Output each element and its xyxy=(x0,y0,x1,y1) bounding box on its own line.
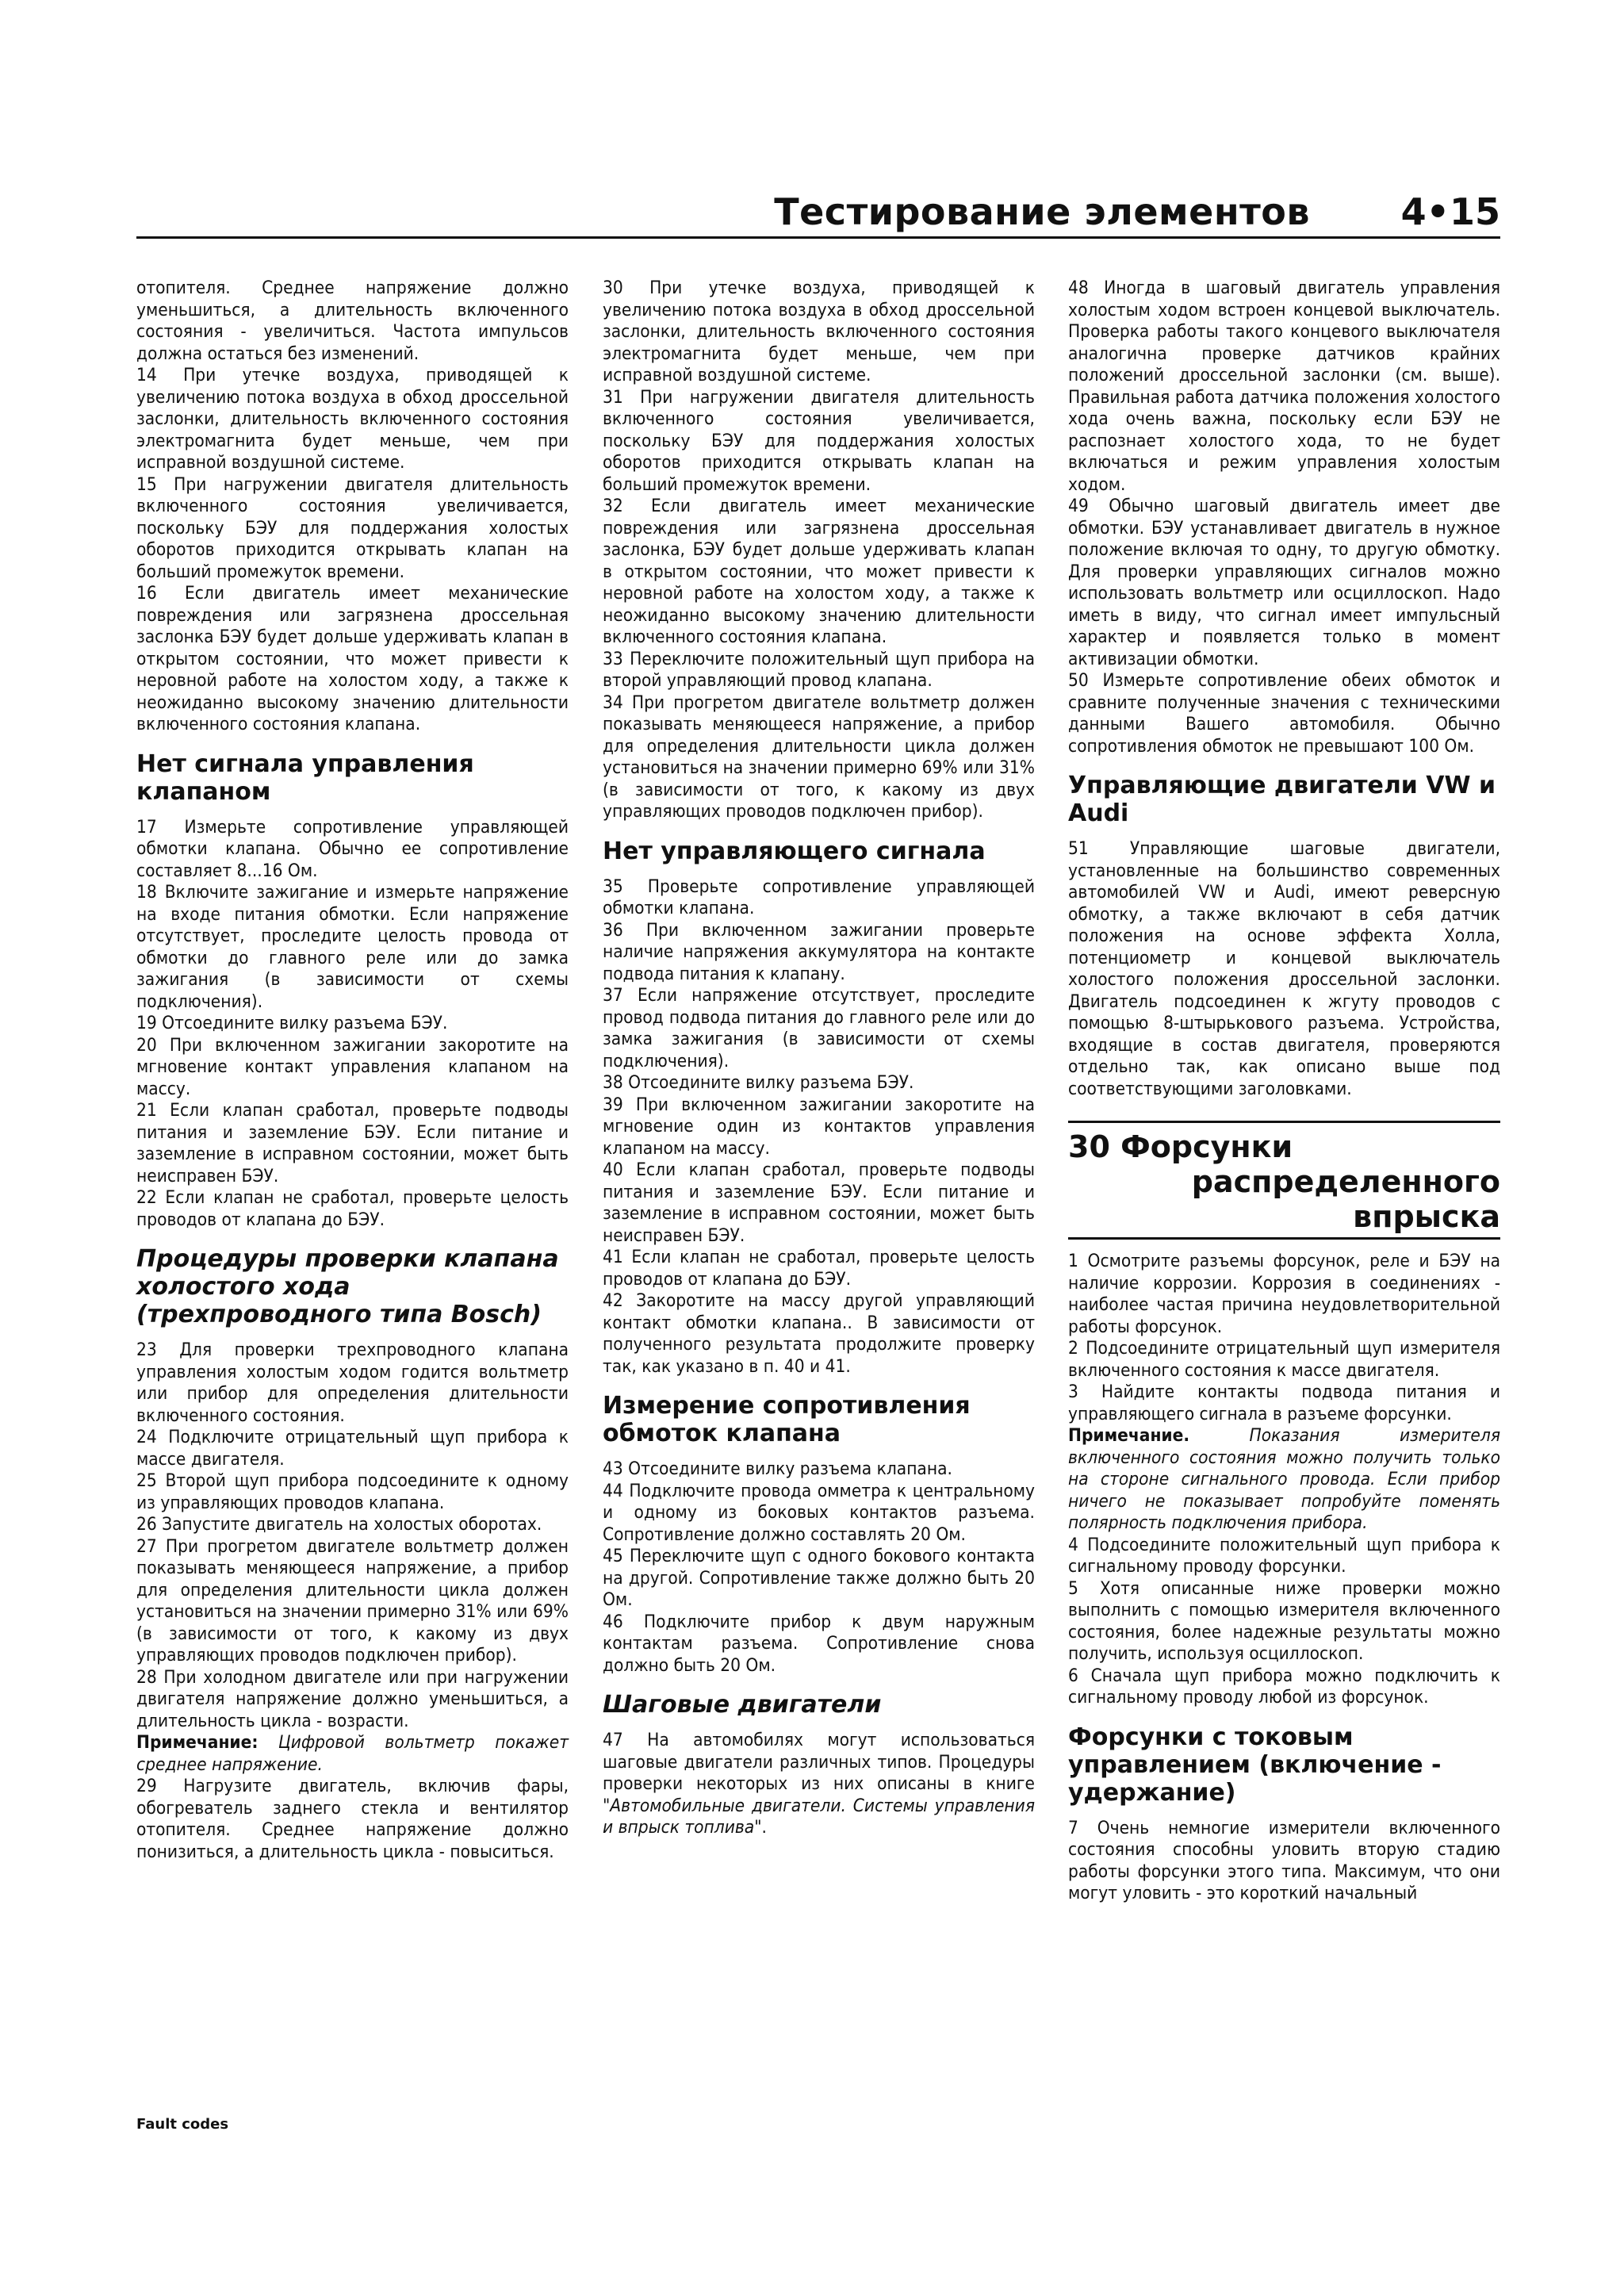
paragraph: 24 Подключите отрицательный щуп прибора к массе двигателя. xyxy=(136,1427,569,1470)
paragraph: отопителя. Среднее напряжение должно уменьшиться, а длительность включенного состояния - увеличиться. Частота импульсов должна остаться без изменений. xyxy=(136,278,569,364)
paragraph: 41 Если клапан не сработал, проверьте целость проводов от клапана до БЭУ. xyxy=(603,1247,1035,1290)
paragraph xyxy=(603,1730,1035,1839)
paragraph: 40 Если клапан сработал, проверьте подводы питания и заземление БЭУ. Если питание и заземление в исправном состоянии, может быть неисправен БЭУ. xyxy=(603,1159,1035,1246)
paragraph: 16 Если двигатель имеет механические повреждения или загрязнена дроссельная заслонка БЭУ будет дольше удерживать клапан в открытом состоянии, что может привести к неровной работе на холостом ходу, а также к неожиданно высокому значению длительности включенного состояния клапана. xyxy=(136,583,569,734)
paragraph: 32 Если двигатель имеет механические повреждения или загрязнена дроссельная заслонка, БЭУ будет дольше удерживать клапан в открытом состоянии, что может привести к неровной работе на холостом ходу, а также к неожиданно высокому значению длительности включенного состояния клапана. xyxy=(603,496,1035,647)
chapter-heading xyxy=(1068,1121,1500,1240)
note-text: Показания измерителя включенного состояния можно получить только на стороне сигнального провода. Если прибор ничего не показывает попробуйте поменять полярность подключения прибора. xyxy=(1068,1425,1500,1533)
paragraph: 35 Проверьте сопротивление управляющей обмотки клапана. xyxy=(603,876,1035,918)
paragraph: 15 При нагружении двигателя длительность включенного состояния увеличивается, поскольку БЭУ для поддержания холостых оборотов приходится открывать клапан на больший промежуток времени. xyxy=(136,473,569,582)
section-heading: Форсунки с токовым управлением (включение - удержание) xyxy=(1068,1723,1442,1807)
section-heading: Шаговые двигатели xyxy=(603,1691,882,1719)
paragraph: 46 Подключите прибор к двум наружным контактам разъема. Сопротивление снова должно быть 20 Ом. xyxy=(603,1611,1035,1676)
paragraph: 19 Отсоедините вилку разъема БЭУ. xyxy=(136,1013,448,1033)
text-column-1 xyxy=(136,278,569,1863)
note xyxy=(1068,1425,1500,1535)
paragraph: 44 Подключите провода омметра к центральному и одному из боковых контактов разъема. Сопротивление должно составлять 20 Ом. xyxy=(603,1480,1035,1545)
paragraph: 1 Осмотрите разъемы форсунок, реле и БЭУ на наличие коррозии. Коррозия в соединениях - наиболее частая причина неудовлетворительной работы форсунок. xyxy=(1068,1251,1500,1337)
paragraph: 21 Если клапан сработал, проверьте подводы питания и заземление БЭУ. Если питание и заземление в исправном состоянии, может быть неисправен БЭУ. xyxy=(136,1100,569,1186)
section-heading: Измерение сопротивления обмоток клапана xyxy=(603,1392,971,1447)
paragraph: 42 Закоротите на массу другой управляющий контакт обмотки клапана.. В зависимости от полученного результата продолжите проверку так, как указано в п. 40 и 41. xyxy=(603,1290,1035,1377)
page-title: Тестирование элементов xyxy=(774,190,1310,233)
paragraph: 29 Нагрузите двигатель, включив фары, обогреватель заднего стекла и вентилятор отопителя. Среднее напряжение должно понизиться, а длительность цикла - повыситься. xyxy=(136,1776,569,1862)
paragraph: 43 Отсоедините вилку разъема клапана. xyxy=(603,1458,952,1479)
paragraph: 36 При включенном зажигании проверьте наличие напряжения аккумулятора на контакте подвода питания к клапану. xyxy=(603,919,1035,984)
book-title: "Автомобильные двигатели. Системы управления и впрыск топлива" xyxy=(603,1795,1035,1838)
paragraph: 33 Переключите положительный щуп прибора на второй управляющий провод клапана. xyxy=(603,648,1035,691)
page-header xyxy=(136,189,1500,239)
text-column-2 xyxy=(603,278,1035,1839)
note xyxy=(136,1732,569,1776)
note-label: Примечание: xyxy=(136,1732,259,1753)
text-column-3 xyxy=(1068,278,1500,1905)
paragraph: 25 Второй щуп прибора подсоедините к одному из управляющих проводов клапана. xyxy=(136,1470,569,1513)
note-label: Примечание. xyxy=(1068,1425,1190,1446)
paragraph: 50 Измерьте сопротивление обеих обмоток и сравните полученные значения с техническими данными Вашего автомобиля. Обычно сопротивления обмоток не превышают 100 Ом. xyxy=(1068,670,1500,757)
section-heading: Нет управляющего сигнала xyxy=(603,837,986,865)
paragraph: 7 Очень немногие измерители включенного состояния способны уловить вторую стадию работы форсунки этого типа. Максимум, что они могут уловить - это короткий начальный xyxy=(1068,1817,1500,1903)
paragraph: 48 Иногда в шаговый двигатель управления холостым ходом встроен концевой выключатель. Проверка работы такого концевого выключателя аналогична проверке датчиков крайних положений дроссельной заслонки (см. выше). Правильная работа датчика положения холостого хода очень важна, поскольку если БЭУ не распознает холостого хода, то не будет включаться и режим управления холостым ходом. xyxy=(1068,278,1500,495)
paragraph: 23 Для проверки трехпроводного клапана управления холостым ходом годится вольтметр или прибор для определения длительности включенного состояния. xyxy=(136,1340,569,1426)
footer-text: Fault codes xyxy=(136,2116,229,2133)
paragraph: 3 Найдите контакты подвода питания и управляющего сигнала в разъеме форсунки. xyxy=(1068,1382,1500,1424)
paragraph: 26 Запустите двигатель на холостых оборотах. xyxy=(136,1514,542,1535)
paragraph: 38 Отсоедините вилку разъема БЭУ. xyxy=(603,1072,914,1093)
paragraph: 34 При прогретом двигателе вольтметр должен показывать меняющееся напряжение, а прибор для определения длительности цикла должен установиться на значении примерно 69% или 31% (в зависимости от того, к какому из двух управляющих проводов подключен прибор). xyxy=(603,692,1035,822)
paragraph: 17 Измерьте сопротивление управляющей обмотки клапана. Обычно ее сопротивление составляет 8...16 Ом. xyxy=(136,816,569,881)
paragraph: 18 Включите зажигание и измерьте напряжение на входе питания обмотки. Если напряжение отсутствует, проследите целость провода от обмотки до главного реле или до замка зажигания (в зависимости от схемы подключения). xyxy=(136,882,569,1012)
paragraph: 20 При включенном зажигании закоротите на мгновение контакт управления клапаном на массу. xyxy=(136,1034,569,1099)
section-heading: Нет сигнала управления клапаном xyxy=(136,749,474,806)
paragraph: 37 Если напряжение отсутствует, проследите провод подвода питания до главного реле или до замка зажигания (в зависимости от схемы подключения). xyxy=(603,985,1035,1071)
page-number: 4•15 xyxy=(1400,190,1500,233)
paragraph: 28 При холодном двигателе или при нагружении двигателя напряжение должно уменьшиться, а длительность цикла - возрасти. xyxy=(136,1666,569,1731)
paragraph: 45 Переключите щуп с одного бокового контакта на другой. Сопротивление также должно быть 20 Ом. xyxy=(603,1546,1035,1610)
paragraph: 14 При утечке воздуха, приводящей к увеличению потока воздуха в обход дроссельной заслонки, длительность включенного состояния электромагнита будет меньше, чем при исправной воздушной системе. xyxy=(136,365,569,473)
paragraph-text: . xyxy=(761,1817,767,1838)
paragraph: 30 При утечке воздуха, приводящей к увеличению потока воздуха в обход дроссельной заслонки, длительность включенного состояния электромагнита будет меньше, чем при исправной воздушной системе. xyxy=(603,278,1035,385)
paragraph: 2 Подсоедините отрицательный щуп измерителя включенного состояния к массе двигателя. xyxy=(1068,1338,1500,1381)
section-heading: Процедуры проверки клапана холостого хода (трехпроводного типа Bosch) xyxy=(136,1245,559,1328)
paragraph: 22 Если клапан не сработал, проверьте целость проводов от клапана до БЭУ. xyxy=(136,1187,569,1230)
note-text: Цифровой вольтметр покажет среднее напряжение. xyxy=(136,1732,569,1775)
paragraph: 6 Сначала щуп прибора можно подключить к сигнальному проводу любой из форсунок. xyxy=(1068,1665,1500,1708)
section-heading: Управляющие двигатели VW и Audi xyxy=(1068,772,1496,827)
paragraph: 4 Подсоедините положительный щуп прибора к сигнальному проводу форсунки. xyxy=(1068,1534,1500,1577)
paragraph: 49 Обычно шаговый двигатель имеет две обмотки. БЭУ устанавливает двигатель в нужное положение включая то одну, то другую обмотку. Для проверки управляющих сигналов можно использовать вольтметр или осциллоскоп. Надо иметь в виду, что сигнал имеет импульсный характер и появляется только в момент активизации обмотки. xyxy=(1068,496,1500,669)
paragraph: 51 Управляющие шаговые двигатели, установленные на большинство современных автомобилей VW и Audi, имеют реверсную обмотку, а также включают в себя датчик положения на основе эффекта Холла, потенциометр и концевой выключатель холостого положения дроссельной заслонки. Двигатель подсоединен к жгуту проводов с помощью 8-штырькового разъема. Устройства, входящие в состав двигателя, проверяются отдельно так, как описано выше под соответствующими заголовками. xyxy=(1068,838,1500,1099)
paragraph: 5 Хотя описанные ниже проверки можно выполнить с помощью измерителя включенного состояния, более надежные результаты можно получить, используя осциллоскоп. xyxy=(1068,1577,1500,1664)
chapter-heading-line-1: 30 Форсунки xyxy=(1068,1129,1293,1164)
paragraph: 27 При прогретом двигателе вольтметр должен показывать меняющееся напряжение, а прибор для определения длительности цикла должен установиться на значении примерно 31% или 69% (в зависимости от того, к какому из двух управляющих проводов подключен прибор). xyxy=(136,1535,569,1665)
paragraph: 39 При включенном зажигании закоротите на мгновение один из контактов управления клапаном на массу. xyxy=(603,1094,1035,1159)
paragraph-text: 47 На автомобилях могут использоваться шаговые двигатели различных типов. Процедуры проверки некоторых из них описаны в книге xyxy=(603,1730,1035,1794)
chapter-heading-line-2: распределенного впрыска xyxy=(1191,1164,1500,1234)
paragraph: 31 При нагружении двигателя длительность включенного состояния увеличивается, поскольку БЭУ для поддержания холостых оборотов приходится открывать клапан на больший промежуток времени. xyxy=(603,386,1035,495)
